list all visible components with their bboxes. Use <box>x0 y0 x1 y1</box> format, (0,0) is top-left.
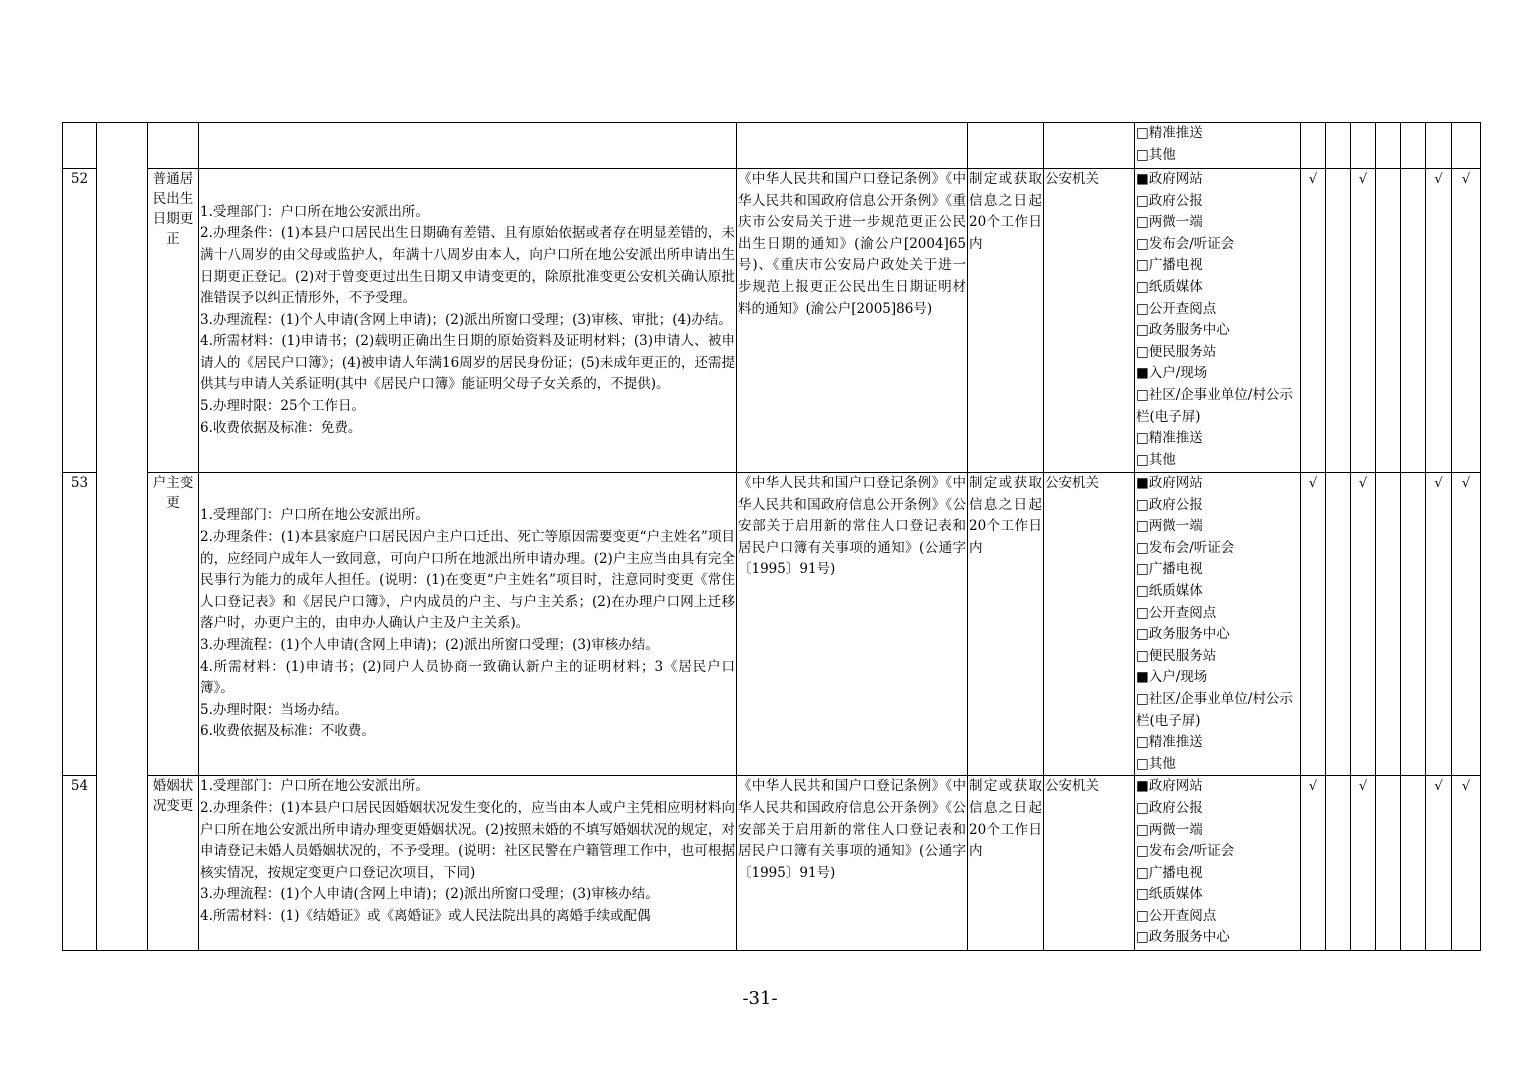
check-mark: √ <box>1301 776 1326 951</box>
table-row <box>63 169 1481 473</box>
time-limit-cell: 制定或获取信息之日起20个工作日内 <box>968 169 1044 473</box>
check-mark: √ <box>1452 169 1481 473</box>
channel-item: □广播电视 <box>1136 864 1203 881</box>
time-limit-cell: 制定或获取信息之日起20个工作日内 <box>968 473 1044 776</box>
channel-item: □广播电视 <box>1136 257 1203 274</box>
mark-cell <box>1301 123 1326 169</box>
time-limit-cell: 制定或获取信息之日起20个工作日内 <box>968 776 1044 951</box>
table-row <box>63 473 1481 776</box>
check-mark: √ <box>1351 169 1376 473</box>
channel-item: □纸质媒体 <box>1136 582 1203 599</box>
content-cell <box>199 776 737 951</box>
content-line: 2.办理条件：(1)本县户口居民因婚姻状况发生变化的，应当由本人或户主凭相应明材料向户口所在地公安派出所申请办理变更婚姻状况。(2)按照未婚的不填写婚姻状况的规定，对申请登记未婚人员婚姻状况的，不予受理。(说明：社区民警在户籍管理工作中，也可根据核实情况，按规定变更户口登记次项目，下同) <box>200 799 736 881</box>
check-mark: √ <box>1351 473 1376 776</box>
channel-cell <box>1135 123 1301 169</box>
table-row-continued <box>63 123 1481 169</box>
content-line: 2.办理条件：(1)本县户口居民出生日期确有差错、且有原始依据或者存在明显差错的，未满十八周岁的由父母或监护人，年满十八周岁由本人，向户口所在地公安派出所申请出生日期更正登记。(2)对于曾变更过出生日期又申请变更的，除原批准变更公安机关确认原批准错误予以纠正情形外，不予受理。 <box>200 225 735 307</box>
channel-item: □便民服务站 <box>1136 343 1217 360</box>
channel-item: □政府公报 <box>1136 496 1203 513</box>
content-line: 4.所需材料：(1)申请书；(2)同户人员协商一致确认新户主的证明材料；3《居民户口簿》。 <box>200 658 735 697</box>
content-line: 3.办理流程：(1)个人申请(含网上申请)；(2)派出所窗口受理；(3)审核、审批；(4)办结。 <box>200 311 732 328</box>
channel-item: ■政府网站 <box>1136 171 1203 187</box>
check-mark <box>1326 473 1351 776</box>
mark-cell <box>1452 123 1481 169</box>
check-mark: √ <box>1452 776 1481 951</box>
channel-cell <box>1135 169 1301 473</box>
check-mark <box>1376 169 1401 473</box>
channel-item: □政府公报 <box>1136 799 1203 816</box>
content-line: 1.受理部门：户口所在地公安派出所。 <box>200 778 429 795</box>
content-line: 3.办理流程：(1)个人申请(含网上申请)；(2)派出所窗口受理；(3)审核办结。 <box>200 636 659 653</box>
channel-cell <box>1135 473 1301 776</box>
channel-item: ■入户/现场 <box>1136 669 1208 686</box>
channel-item: □政务服务中心 <box>1136 322 1230 339</box>
subject-cell <box>1044 123 1135 169</box>
num-cell <box>63 123 97 169</box>
content-cell <box>199 123 737 169</box>
channel-item: □广播电视 <box>1136 561 1203 578</box>
channel-item: □两微一端 <box>1136 821 1203 838</box>
mark-cell <box>1401 123 1426 169</box>
content-line: 2.办理条件：(1)本县家庭户口居民因户主户口迁出、死亡等原因需要变更“户主姓名”项目的，应经同户成年人一致同意，可向户口所在地派出所申请办理。(2)户主应当由具有完全民事行为能力的成年人担任。(说明：(1)在变更“户主姓名”项目时，注意同时变更《常住人口登记表》和《居民户口簿》，户内成员的户主、与户主关系；(2)在办理户口网上迁移落户时，办更户主的，由申办人确认户主及户主关系)。 <box>200 528 735 632</box>
subject-cell: 公安机关 <box>1044 169 1135 473</box>
channel-item: □纸质媒体 <box>1136 278 1203 295</box>
subject-cell: 公安机关 <box>1044 776 1135 951</box>
channel-item: ■政府网站 <box>1136 778 1203 795</box>
check-mark <box>1326 169 1351 473</box>
channel-item: □其他 <box>1136 451 1176 468</box>
channel-item: □纸质媒体 <box>1136 886 1203 903</box>
check-mark <box>1326 776 1351 951</box>
channel-cell <box>1135 776 1301 951</box>
item-name: 普通居民出生日期更正 <box>148 169 199 473</box>
channel-item: □社区/企事业单位/村公示栏(电子屏) <box>1136 386 1293 425</box>
check-mark <box>1401 776 1426 951</box>
name-cell <box>148 123 199 169</box>
content-line: 6.收费依据及标准：免费。 <box>200 419 362 436</box>
content-cell <box>199 473 737 776</box>
content-line: 4.所需材料：(1)《结婚证》或《离婚证》或人民法院出具的离婚手续或配偶 <box>200 907 651 924</box>
row-number: 54 <box>63 776 97 951</box>
check-mark: √ <box>1426 169 1452 473</box>
channel-item: □便民服务站 <box>1136 647 1217 664</box>
mark-cell <box>1426 123 1452 169</box>
item-name: 户主变更 <box>148 473 199 776</box>
subject-cell: 公安机关 <box>1044 473 1135 776</box>
row-number: 52 <box>63 169 97 473</box>
channel-item: □其他 <box>1136 146 1176 163</box>
check-mark: √ <box>1301 169 1326 473</box>
mark-cell <box>1351 123 1376 169</box>
table-row <box>63 776 1481 951</box>
channel-item: □两微一端 <box>1136 214 1203 231</box>
channel-item: □发布会/听证会 <box>1136 539 1235 556</box>
basis-cell: 《中华人民共和国户口登记条例》《中华人民共和国政府信息公开条例》《公安部关于启用新的常住人口登记表和居民户口簿有关事项的通知》(公通字〔1995〕91号) <box>737 776 968 951</box>
page-number: -31- <box>742 988 778 1009</box>
check-mark <box>1401 473 1426 776</box>
channel-item: ■政府网站 <box>1136 475 1203 491</box>
channel-item: □政务服务中心 <box>1136 929 1230 946</box>
content-line: 5.办理时限：当场办结。 <box>200 701 348 718</box>
check-mark: √ <box>1426 473 1452 776</box>
channel-item: □公开查阅点 <box>1136 604 1217 621</box>
channel-item: □两微一端 <box>1136 518 1203 535</box>
basis-cell <box>737 123 968 169</box>
content-line: 3.办理流程：(1)个人申请(含网上申请)；(2)派出所窗口受理；(3)审核办结。 <box>200 886 659 903</box>
channel-item: □精准推送 <box>1136 734 1203 751</box>
content-line: 5.办理时限：25个工作日。 <box>200 398 366 415</box>
content-cell <box>199 169 737 473</box>
disclosure-table <box>62 122 1481 951</box>
channel-item: □发布会/听证会 <box>1136 843 1235 860</box>
channel-item: □公开查阅点 <box>1136 300 1217 317</box>
check-mark <box>1376 473 1401 776</box>
basis-cell: 《中华人民共和国户口登记条例》《中华人民共和国政府信息公开条例》《公安部关于启用新的常住人口登记表和居民户口簿有关事项的通知》(公通字〔1995〕91号) <box>737 473 968 776</box>
channel-item: □政府公报 <box>1136 192 1203 209</box>
channel-item: □社区/企事业单位/村公示栏(电子屏) <box>1136 690 1293 729</box>
check-mark <box>1376 776 1401 951</box>
channel-item: □政务服务中心 <box>1136 626 1230 643</box>
channel-item: □精准推送 <box>1136 125 1203 141</box>
check-mark: √ <box>1426 776 1452 951</box>
check-mark: √ <box>1301 473 1326 776</box>
mark-cell <box>1326 123 1351 169</box>
mark-cell <box>1376 123 1401 169</box>
check-mark <box>1401 169 1426 473</box>
row-number: 53 <box>63 473 97 776</box>
channel-item: □发布会/听证会 <box>1136 235 1235 252</box>
content-line: 4.所需材料：(1)申请书；(2)载明正确出生日期的原始资料及证明材料；(3)申请人、被申请人的《居民户口簿》；(4)被申请人年满16周岁的居民身份证；(5)未成年更正的，还需提供其与申请人关系证明(其中《居民户口簿》能证明父母子女关系的，不提供)。 <box>200 333 735 393</box>
check-mark: √ <box>1452 473 1481 776</box>
basis-cell: 《中华人民共和国户口登记条例》《中华人民共和国政府信息公开条例》《重庆市公安局关于进一步规范更正公民出生日期的通知》(渝公户[2004]65号)、《重庆市公安局户政处关于进一步规范上报更正公民出生日期证明材料的通知》(渝公户[2005]86号) <box>737 169 968 473</box>
channel-item: □精准推送 <box>1136 430 1203 447</box>
content-line: 1.受理部门：户口所在地公安派出所。 <box>200 507 429 524</box>
content-line: 6.收费依据及标准：不收费。 <box>200 723 375 740</box>
time-limit-cell <box>968 123 1044 169</box>
channel-item: □其他 <box>1136 755 1176 772</box>
check-mark: √ <box>1351 776 1376 951</box>
item-name: 婚姻状况变更 <box>148 776 199 951</box>
channel-item: ■入户/现场 <box>1136 365 1208 382</box>
category-cell <box>97 123 148 951</box>
channel-item: □公开查阅点 <box>1136 907 1217 924</box>
content-line: 1.受理部门：户口所在地公安派出所。 <box>200 203 429 220</box>
